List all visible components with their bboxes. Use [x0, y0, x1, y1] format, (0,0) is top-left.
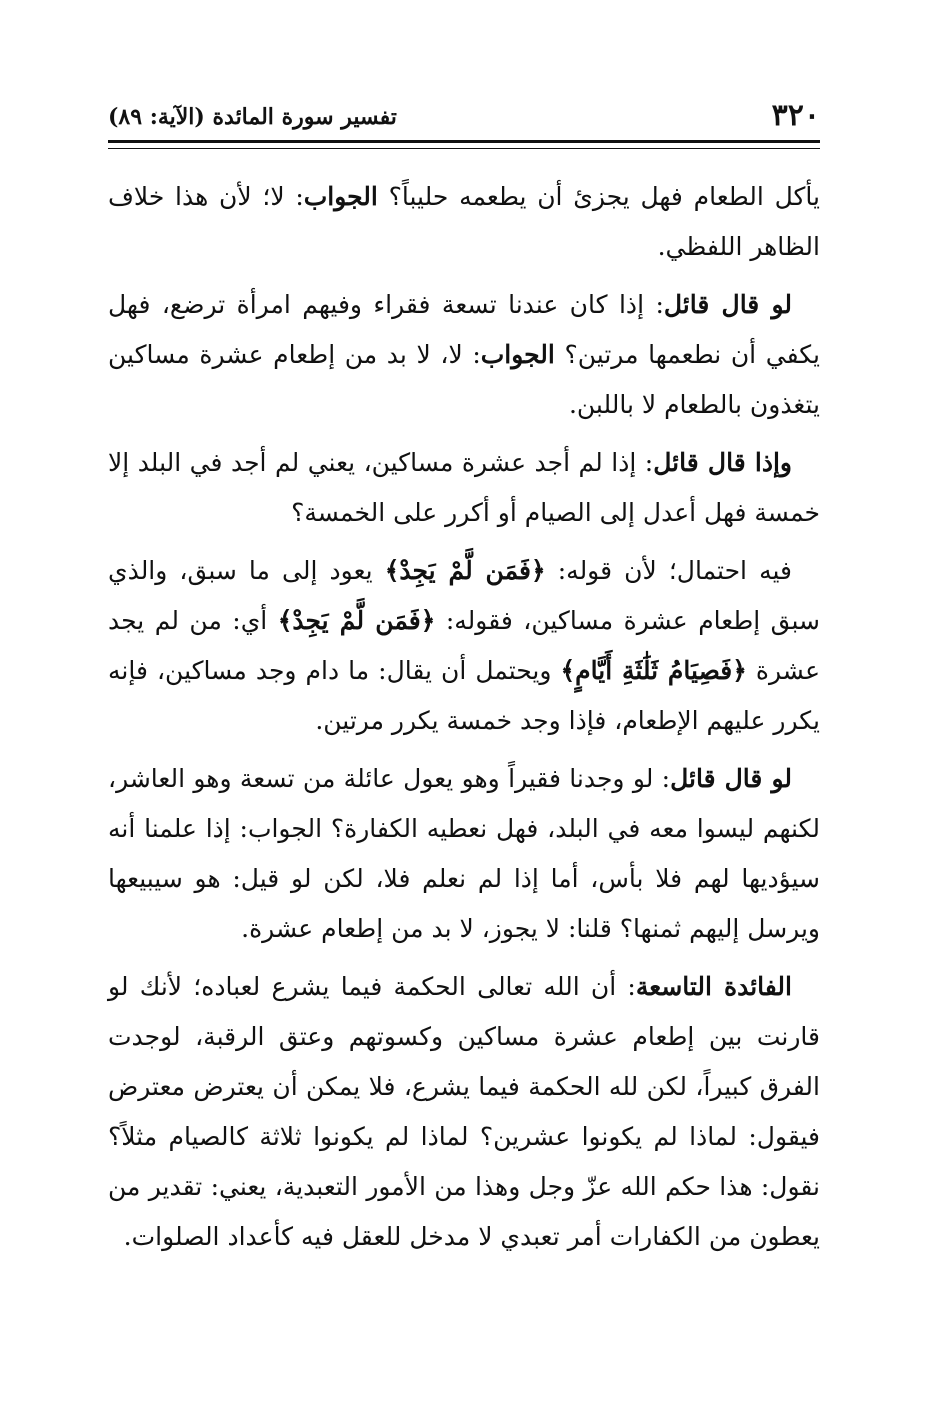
quran-quote: ﴿فَمَن لَّمْ يَجِدْ﴾ — [384, 556, 546, 585]
body-text — [108, 172, 820, 1270]
paragraph-2 — [108, 280, 820, 430]
paragraph-1 — [108, 172, 820, 272]
paragraph-text: : إذا كان عندنا تسعة فقراء وفيهم امرأة ترضع، فهل يكفي أن نطعمها مرتين؟ — [108, 290, 820, 369]
paragraph-4 — [108, 546, 820, 746]
paragraph-5 — [108, 754, 820, 954]
paragraph-6 — [108, 962, 820, 1262]
paragraph-text: يأكل الطعام فهل يجزئ أن يطعمه حليباً؟ — [377, 182, 820, 211]
paragraph-text: : إذا لم أجد عشرة مساكين، يعني لم أجد في البلد إلا خمسة فهل أعدل إلى الصيام أو أكرر على الخمسة؟ — [108, 448, 820, 527]
paragraph-lead: لو قال قائل — [670, 764, 792, 793]
answer-label: الجواب — [303, 182, 378, 211]
page-header — [108, 96, 820, 136]
running-title: تفسير سورة المائدة (الآية: ٨٩) — [108, 104, 397, 130]
paragraph-text: : لو وجدنا فقيراً وهو يعول عائلة من تسعة وهو العاشر، لكنهم ليسوا معه في البلد، فهل نعطيه الكفارة؟ الجواب: إذا علمنا أنه سيؤديها لهم فلا بأس، أما إذا لم نعلم فلا، لكن لو قيل: هو سيبيعها ويرسل إليهم ثمنها؟ قلنا: لا يجوز، لا بد من إطعام عشرة. — [108, 764, 820, 943]
paragraph-lead: وإذا قال قائل — [653, 448, 792, 477]
paragraph-3 — [108, 438, 820, 538]
header-rule-thin — [108, 148, 820, 149]
paragraph-text: : لا، لا بد من إطعام عشرة مساكين يتغذون بالطعام لا باللبن. — [108, 340, 820, 419]
header-rule-thick — [108, 140, 820, 143]
quran-quote: ﴿فَصِيَامُ ثَلَٰثَةِ أَيَّامٍ﴾ — [560, 656, 747, 685]
quran-quote: ﴿فَمَن لَّمْ يَجِدْ﴾ — [277, 606, 436, 635]
paragraph-lead: الفائدة التاسعة — [635, 972, 792, 1001]
paragraph-text: فيه احتمال؛ لأن قوله: — [545, 556, 792, 585]
paragraph-text: أي: من لم يجد عشرة — [108, 606, 821, 685]
paragraph-text: يعود إلى ما سبق، والذي سبق إطعام عشرة مساكين، فقوله: — [108, 556, 821, 635]
paragraph-lead: لو قال قائل — [663, 290, 792, 319]
paragraph-text: : لا؛ لأن هذا خلاف الظاهر اللفظي. — [108, 182, 820, 261]
answer-label: الجواب — [480, 340, 555, 369]
page-number: ٣٢٠ — [771, 98, 820, 133]
paragraph-text: ويحتمل أن يقال: ما دام وجد مساكين، فإنه يكرر عليهم الإطعام، فإذا وجد خمسة يكرر مرتين. — [108, 656, 820, 735]
paragraph-text: : أن الله تعالى الحكمة فيما يشرع لعباده؛ لأنك لو قارنت بين إطعام عشرة مساكين وكسوتهم وعتق الرقبة، لوجدت الفرق كبيراً، لكن لله الحكمة فيما يشرع، فلا يمكن أن يعترض معترض فيقول: لماذا لم يكونوا عشرين؟ لماذا لم يكونوا ثلاثة كالصيام مثلاً؟ نقول: هذا حكم الله عزّ وجل وهذا من الأمور التعبدية، يعني: تقدير من يعطون من الكفارات أمر تعبدي لا مدخل للعقل فيه كأعداد الصلوات. — [108, 972, 820, 1251]
